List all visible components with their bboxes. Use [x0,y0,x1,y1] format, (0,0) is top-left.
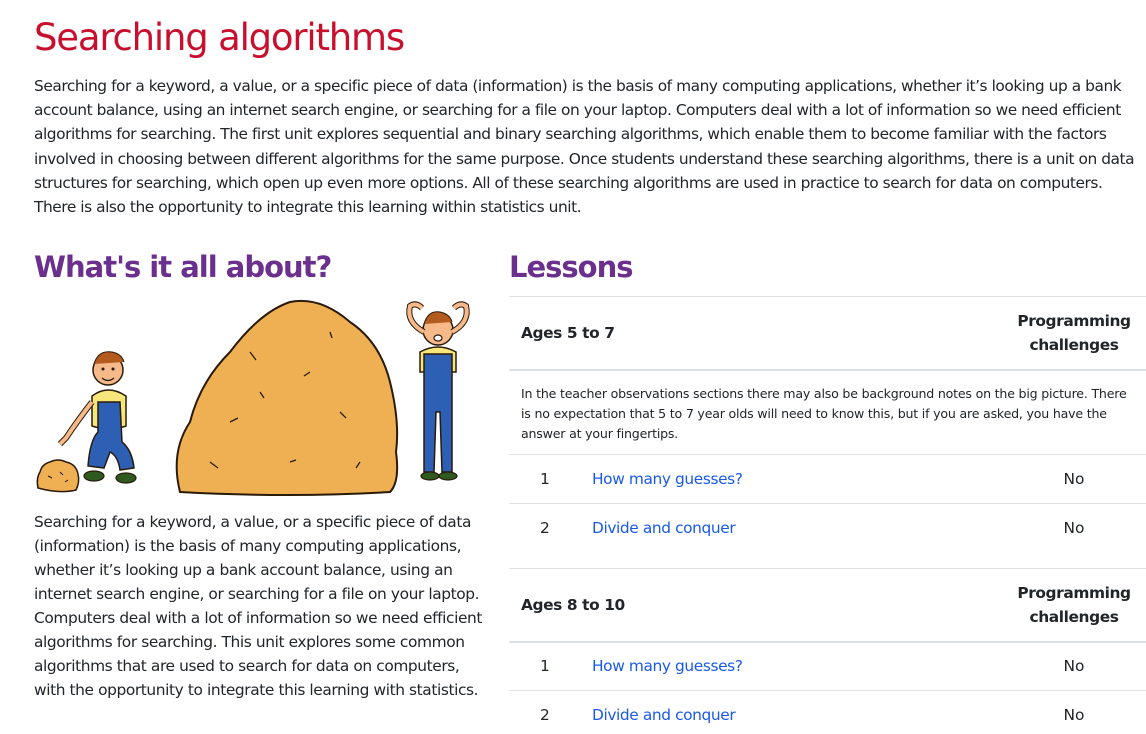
small-haystack-icon [37,460,78,492]
lesson-row [509,503,1146,552]
about-heading: What's it all about? [34,250,332,284]
programming-challenges-header: Programming challenges [1017,312,1131,354]
programming-challenges-header: Programming challenges [1017,584,1131,626]
lesson-number: 2 [540,519,550,537]
group-note: In the teacher observations sections there may also be background notes on the big picture. There is no expectation that 5 to 7 year olds will need to know this, but if you are asked, you have the answer at your fingertips. [509,369,1146,454]
worried-boy-icon [409,304,466,480]
lesson-row [509,690,1146,734]
lesson-programming: No [1063,470,1085,488]
lesson-programming: No [1063,519,1085,537]
group-spacer [509,552,1146,568]
lessons-heading: Lessons [509,250,633,284]
big-haystack-icon [177,301,397,495]
intro-paragraph: Searching for a keyword, a value, or a specific piece of data (information) is the basis of many computing applications, whether it’s looking up a bank account balance, using an internet search engine, or searching for a file on your laptop. Computers deal with a lot of information so we need efficient algorithms for searching. The first unit explores sequential and binary searching algorithms, which enable them to become familiar with the factors involved in choosing between different algorithms for the same purpose. Once students understand these searching algorithms, there is a unit on data structures for searching, which open up even more options. All of these searching algorithms are used in practice to search for data on computers. There is also the opportunity to integrate this learning within statistics unit. [34,77,1135,217]
about-paragraph: Searching for a keyword, a value, or a specific piece of data (information) is the basis of many computing applications, whether it’s looking up a bank account balance, using an internet search engine, or searching for a file on your laptop. Computers deal with a lot of information so we need efficient algorithms for searching. This unit explores some common algorithms that are used to search for data on computers, with the opportunity to integrate this learning with statistics. [34,513,482,699]
page-title: Searching algorithms [34,16,404,59]
lessons-table [509,296,1146,734]
lesson-programming: No [1063,657,1085,675]
lesson-number: 1 [540,657,550,675]
lesson-link-divide-and-conquer[interactable]: Divide and conquer [592,519,736,537]
lesson-link-how-many-guesses[interactable]: How many guesses? [592,657,743,675]
group-header [509,568,1146,641]
lesson-programming: No [1063,706,1085,724]
group-age: Ages 5 to 7 [521,324,615,342]
group-header [509,296,1146,369]
group-age: Ages 8 to 10 [521,596,625,614]
lesson-link-divide-and-conquer[interactable]: Divide and conquer [592,706,736,724]
lesson-link-how-many-guesses[interactable]: How many guesses? [592,470,743,488]
lesson-number: 2 [540,706,550,724]
lesson-row [509,641,1146,690]
lesson-number: 1 [540,470,550,488]
haystack-illustration [30,292,478,498]
lesson-row [509,454,1146,503]
